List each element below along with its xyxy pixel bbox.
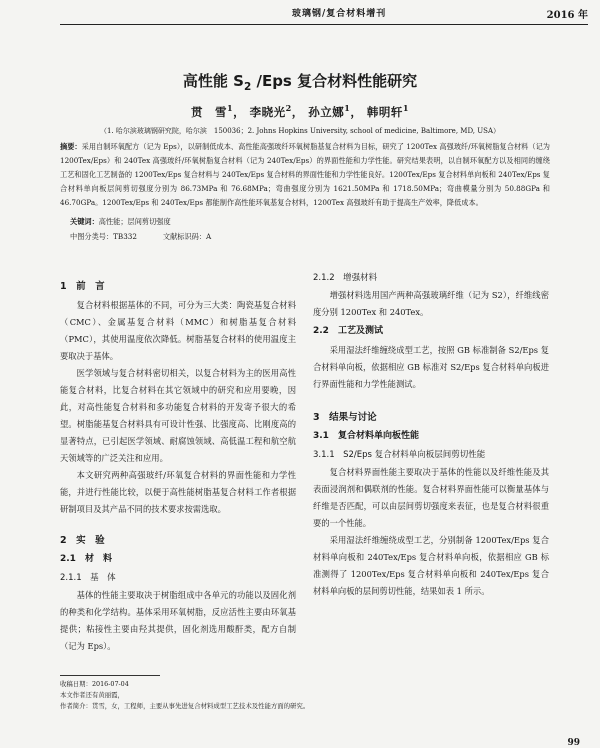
subsection-heading: 2.1 材 料 — [60, 554, 112, 564]
paragraph: 医学领域与复合材料密切相关，以复合材料为主的医用高性能复合材料，比复合材料在其它领域中的研究和应用要晚，因此，对高性能复合材料和多功能复合材料的开发寄予很大的希望。树脂能基复合材料具有可设计性强、比强度高、比刚度高的显著特点，已引起医学领域、耐腐蚀领域、高低温工程和航空航天领域等的广泛关注和应用。 — [60, 368, 296, 463]
footnotes — [60, 679, 540, 712]
paragraph: 本文研究两种高强玻纤/环氧复合材料的界面性能和力学性能，并进行性能比较，以便于高性能树脂基复合材料工作者根据研制项目及其产品不同的技术要求按需选取。 — [60, 470, 296, 514]
left-column — [60, 270, 296, 651]
abstract — [60, 140, 550, 210]
subsubsection-heading: 3.1.1 S2/Eps 复合材料单向板层间剪切性能 — [313, 450, 486, 460]
running-header-journal: 玻璃钢/复合材料增刊 — [292, 9, 387, 19]
author: 李晓光 — [249, 104, 286, 119]
subsection-heading: 3.1 复合材料单向板性能 — [313, 431, 419, 441]
footnote-bio: 作者简介：贯雪，女，工程师，主要从事先进复合材料成型工艺技术及性能方面的研究。 — [60, 702, 310, 710]
author: 贯 雪 — [191, 104, 227, 119]
abstract-text: 采用自制环氧配方（记为 Eps），以研制低成本、高性能高强玻纤环氧树脂基复合材料为目标，研究了 1200Tex 高强玻纤/环氧树脂复合材料（记为 1200Tex/Eps）和 240Tex 高强玻纤/环氧树脂复合材料（记为 240Tex/Eps）的界面性能和力学性能。研究结果表明，以自制环氧配方以及相同的缠绕工艺和固化工艺制备的 1200Tex/Eps 复合材料与 240Tex/Eps 复合材料的界面性能和力学性能良好。1200Tex/Eps 复合材料单向板和 240Tex/Eps 复合材料单向板层间剪切强度分别为 86.73MPa 和 76.68MPa；弯曲强度分别为 1621.50MPa 和 1718.50MPa；弯曲模量分别为 50.88GPa 和 46.70GPa。1200Tex/Eps 和 240Tex/Eps 都能制作高性能环氧基复合材料，1200Tex 高强玻纤有助于提高生产效率，降低成本。 — [60, 142, 550, 207]
header-rule — [60, 24, 588, 25]
page-number: 99 — [567, 738, 580, 748]
subsubsection-heading: 2.1.1 基 体 — [60, 573, 116, 583]
section-heading-1: 1 前 言 — [60, 281, 105, 292]
paragraph: 采用湿法纤维缠绕成型工艺，分别制备 1200Tex/Eps 复合材料单向板和 240Tex/Eps 复合材料单向板，依据相应 GB 标准测得了 1200Tex/Eps 复合材料单向板和 240Tex/Eps 复合材料单向板的层间剪切性能，结果如表 1 所示。 — [313, 535, 549, 596]
paragraph: 复合材料根据基体的不同，可分为三大类：陶瓷基复合材料（CMC）、金属基复合材料（MMC）和树脂基复合材料（PMC），其使用温度依次降低。树脂基复合材料的使用温度主要取决于基体。 — [60, 300, 296, 361]
right-column — [313, 270, 549, 600]
section-heading-2: 2 实 验 — [60, 535, 105, 546]
paragraph: 增强材料选用国产两种高强玻璃纤维（记为 S2），纤维线密度分别 1200Tex 和 240Tex。 — [313, 290, 549, 317]
footnote-rule — [60, 675, 160, 676]
subsubsection-heading: 2.1.2 增强材料 — [313, 273, 378, 283]
paper-title: 高性能 $S_2$ /Eps 复合材料性能研究 — [182, 72, 418, 93]
affiliation: （1. 哈尔滨玻璃钢研究院，哈尔滨 150036；2. Johns Hopkins University, school of medicine, Baltimore, MD, USA） — [99, 127, 501, 135]
abstract-label: 摘要： — [60, 142, 82, 151]
footnote-received: 收稿日期：2016-07-04 — [60, 680, 129, 688]
author: 韩明轩 — [366, 104, 403, 119]
keywords: 关键词：高性能；层间剪切强度 — [70, 217, 171, 226]
paragraph: 复合材料界面性能主要取决于基体的性能以及纤维性能及其表面浸润剂和偶联剂的性能。复合材料界面性能可以衡量基体与纤维是否匹配，可以由层间剪切强度来表征，也是复合材料很重要的一个性能。 — [313, 467, 549, 528]
footnote-funding: 本文作者还有黄丽霞， — [60, 691, 124, 699]
subsection-heading: 2.2 工艺及测试 — [313, 326, 383, 336]
paragraph: 基体的性能主要取决于树脂组成中各单元的功能以及固化剂的种类和化学结构。基体采用环氧树脂，反应活性主要由环氧基提供；粘接性主要由羟其提供，固化剂选用酸酐类，配方自制（记为 Eps）。 — [60, 590, 296, 651]
running-header-year: 2016 年 — [546, 10, 588, 21]
section-heading-3: 3 结果与讨论 — [313, 412, 377, 423]
classification: 中图分类号：TB332 文献标识码：A — [70, 232, 212, 241]
paragraph: 采用湿法纤维缠绕成型工艺，按照 GB 标准制备 S2/Eps 复合材料单向板，依据相应 GB 标准对 S2/Eps 复合材料单向板进行界面性能和力学性能测试。 — [313, 345, 549, 389]
author-list: 贯 雪$^1$， 李晓光$^2$， 孙立娜$^1$， 韩明轩$^1$ — [191, 103, 409, 119]
author: 孙立娜 — [308, 104, 345, 119]
